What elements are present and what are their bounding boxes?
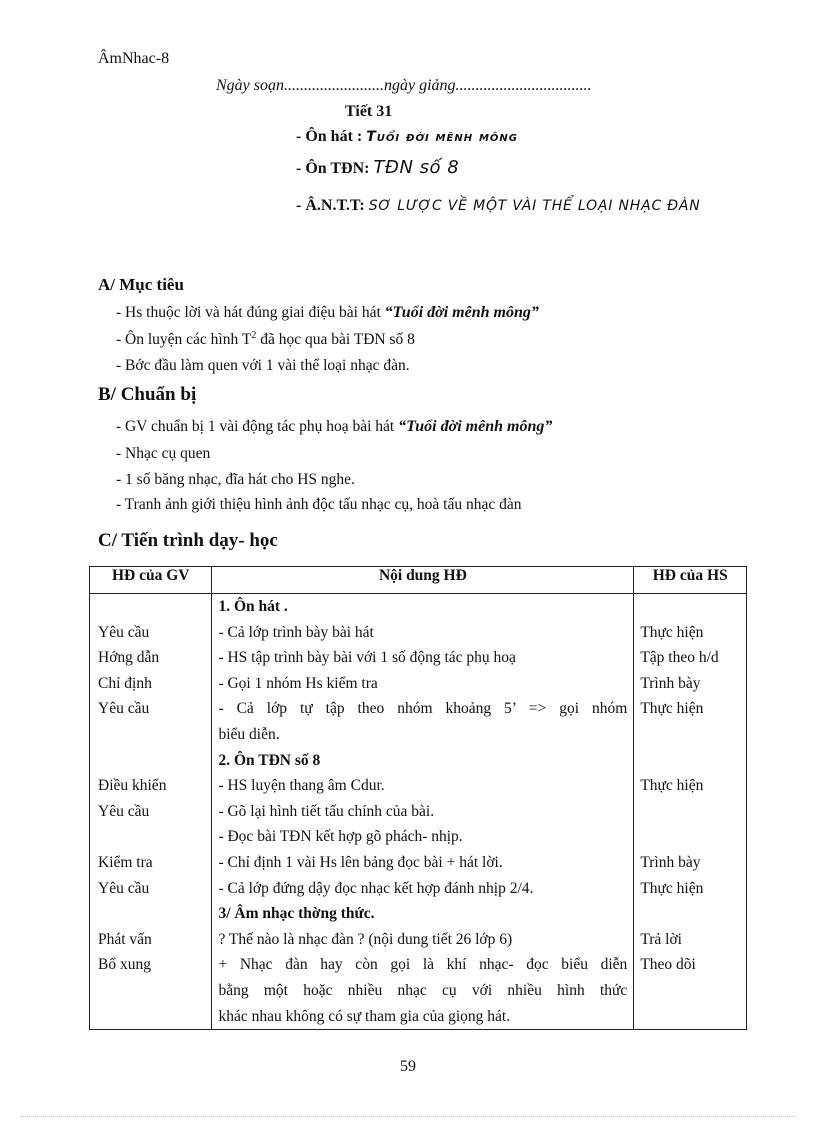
cell-line: Yêu cầu bbox=[98, 879, 150, 897]
content-line: + Nhạc đàn hay còn gọi là khí nhạc- đọc biểu diễn bbox=[218, 956, 628, 974]
cell-line bbox=[90, 978, 211, 1004]
objective-item bbox=[116, 357, 410, 375]
preparation-text: - GV chuẩn bị 1 vài động tác phụ hoạ bài hát bbox=[116, 418, 399, 435]
header-teacher-activity: HĐ của GV bbox=[90, 567, 212, 594]
cell-line: Kiểm tra bbox=[98, 853, 153, 871]
content-line: ? Thế nào là nhạc đàn ? (nội dung tiết 26 lớp 6) bbox=[218, 930, 513, 948]
lesson-item-review-reading bbox=[296, 157, 459, 178]
cell-line bbox=[634, 748, 746, 774]
cell-line: Thực hiện bbox=[640, 623, 704, 641]
lesson-item-music-appreciation bbox=[296, 197, 701, 215]
cell-line: Hớng dẫn bbox=[98, 649, 160, 667]
song-title-emphasis: “Tuổi đời mênh mông” bbox=[384, 304, 539, 321]
lesson-item-value: SƠ LƯỢC VỀ MỘT VÀI THỂ LOẠI NHẠC ĐÀN bbox=[368, 198, 701, 214]
content-line: - HS luyện thang âm Cdur. bbox=[218, 777, 385, 795]
lesson-item-label: - Â.N.T.T: bbox=[296, 197, 365, 214]
content-line: - Gọi 1 nhóm Hs kiểm tra bbox=[218, 674, 378, 692]
cell-line bbox=[90, 901, 211, 927]
content-line: - Đọc bài TĐN kết hợp gõ phách- nhịp. bbox=[218, 828, 463, 846]
content-line: - Gõ lại hình tiết tấu chính của bài. bbox=[218, 802, 435, 820]
preparation-item: - Nhạc cụ quen bbox=[116, 445, 211, 462]
objective-item bbox=[116, 331, 415, 349]
cell-line: Trả lời bbox=[640, 930, 682, 948]
teacher-activity-column bbox=[90, 594, 212, 1030]
objective-text: - Hs thuộc lời và hát đúng giai điệu bài hát bbox=[116, 304, 385, 321]
header-student-activity: HĐ của HS bbox=[634, 567, 747, 594]
cell-line bbox=[634, 978, 746, 1004]
content-line: - Cả lớp trình bày bài hát bbox=[218, 623, 374, 641]
lesson-activity-table bbox=[89, 566, 747, 1030]
preparation-item: - 1 số băng nhạc, đĩa hát cho HS nghe. bbox=[116, 471, 355, 488]
cell-line: Yêu cầu bbox=[98, 623, 150, 641]
cell-line bbox=[90, 824, 211, 850]
content-heading-review-reading: 2. Ôn TĐN số 8 bbox=[218, 751, 321, 769]
cell-line bbox=[90, 748, 211, 774]
date-line: Ngày soạn.........................ngày giảng.................................. bbox=[216, 77, 592, 94]
cell-line: Trình bày bbox=[640, 674, 701, 692]
lesson-item-label: - Ôn TĐN: bbox=[296, 160, 370, 177]
cell-line bbox=[90, 594, 211, 620]
table-header-row bbox=[90, 567, 747, 594]
cell-line: Yêu cầu bbox=[98, 802, 150, 820]
cell-line bbox=[90, 1004, 211, 1030]
cell-line: Yêu cầu bbox=[98, 700, 150, 718]
cell-line: Trình bày bbox=[640, 853, 701, 871]
song-title-emphasis: “Tuổi đời mênh mông” bbox=[398, 418, 553, 435]
document-header: ÂmNhac-8 bbox=[98, 50, 170, 67]
content-line: - HS tập trình bày bài với 1 số động tác phụ hoạ bbox=[218, 649, 516, 667]
content-line: biểu diễn. bbox=[218, 725, 280, 743]
section-a-title: A/ Mục tiêu bbox=[98, 275, 184, 294]
cell-line: Bổ xung bbox=[98, 956, 151, 974]
cell-line bbox=[634, 799, 746, 825]
activity-content-column bbox=[212, 594, 634, 1030]
cell-line: Phát vấn bbox=[98, 930, 152, 948]
objective-item bbox=[116, 304, 539, 322]
cell-line: Theo dõi bbox=[640, 956, 696, 974]
page-number: 59 bbox=[400, 1058, 416, 1075]
header-activity-content: Nội dung HĐ bbox=[212, 567, 634, 594]
lesson-item-value: Tuổi đời mênh mông bbox=[366, 129, 518, 145]
cell-line: Chỉ định bbox=[98, 674, 152, 692]
cell-line bbox=[634, 722, 746, 748]
content-line: - Cả lớp tự tập theo nhóm khoảng 5’ => gọi nhóm bbox=[218, 700, 628, 718]
section-c-title: C/ Tiến trình dạy- học bbox=[98, 530, 278, 551]
student-activity-column bbox=[634, 594, 747, 1030]
cell-line bbox=[634, 594, 746, 620]
cell-line bbox=[634, 1004, 746, 1030]
content-line: khác nhau không có sự tham gia của giọng hát. bbox=[218, 1007, 511, 1025]
cell-line: Điều khiển bbox=[98, 777, 167, 795]
cell-line bbox=[634, 901, 746, 927]
cell-line: Thực hiện bbox=[640, 879, 704, 897]
preparation-item: - Tranh ảnh giới thiệu hình ảnh độc tấu nhạc cụ, hoà tấu nhạc đàn bbox=[116, 496, 522, 513]
lesson-title: Tiết 31 bbox=[345, 103, 393, 120]
cell-line bbox=[90, 722, 211, 748]
cell-line: Thực hiện bbox=[640, 700, 704, 718]
cell-line: Thực hiện bbox=[640, 777, 704, 795]
content-line: - Cả lớp đứng dậy đọc nhạc kết hợp đánh nhịp 2/4. bbox=[218, 879, 534, 897]
objective-text: - Bớc đầu làm quen với 1 vài thể loại nhạc đàn. bbox=[116, 357, 410, 374]
content-heading-review-song: 1. Ôn hát . bbox=[218, 598, 288, 615]
content-line: - Chỉ định 1 vài Hs lên bảng đọc bài + hát lời. bbox=[218, 853, 503, 871]
cell-line bbox=[634, 824, 746, 850]
page-divider bbox=[20, 1116, 796, 1117]
objective-text-tail: đã học qua bài TĐN số 8 bbox=[256, 331, 415, 348]
lesson-item-review-song bbox=[296, 128, 518, 146]
objective-text: - Ôn luyện các hình T bbox=[116, 331, 252, 348]
lesson-item-value: TĐN số 8 bbox=[373, 157, 460, 178]
preparation-item bbox=[116, 418, 552, 436]
superscript: 2 bbox=[251, 329, 257, 341]
content-line: bằng một hoặc nhiều nhạc cụ với nhiều hình thức bbox=[218, 981, 628, 999]
section-b-title: B/ Chuẩn bị bbox=[98, 384, 197, 405]
table-row bbox=[90, 594, 747, 1030]
lesson-item-label: - Ôn hát : bbox=[296, 128, 363, 145]
cell-line: Tập theo h/d bbox=[640, 649, 719, 667]
content-heading-music-appreciation: 3/ Âm nhạc thờng thức. bbox=[218, 905, 375, 923]
